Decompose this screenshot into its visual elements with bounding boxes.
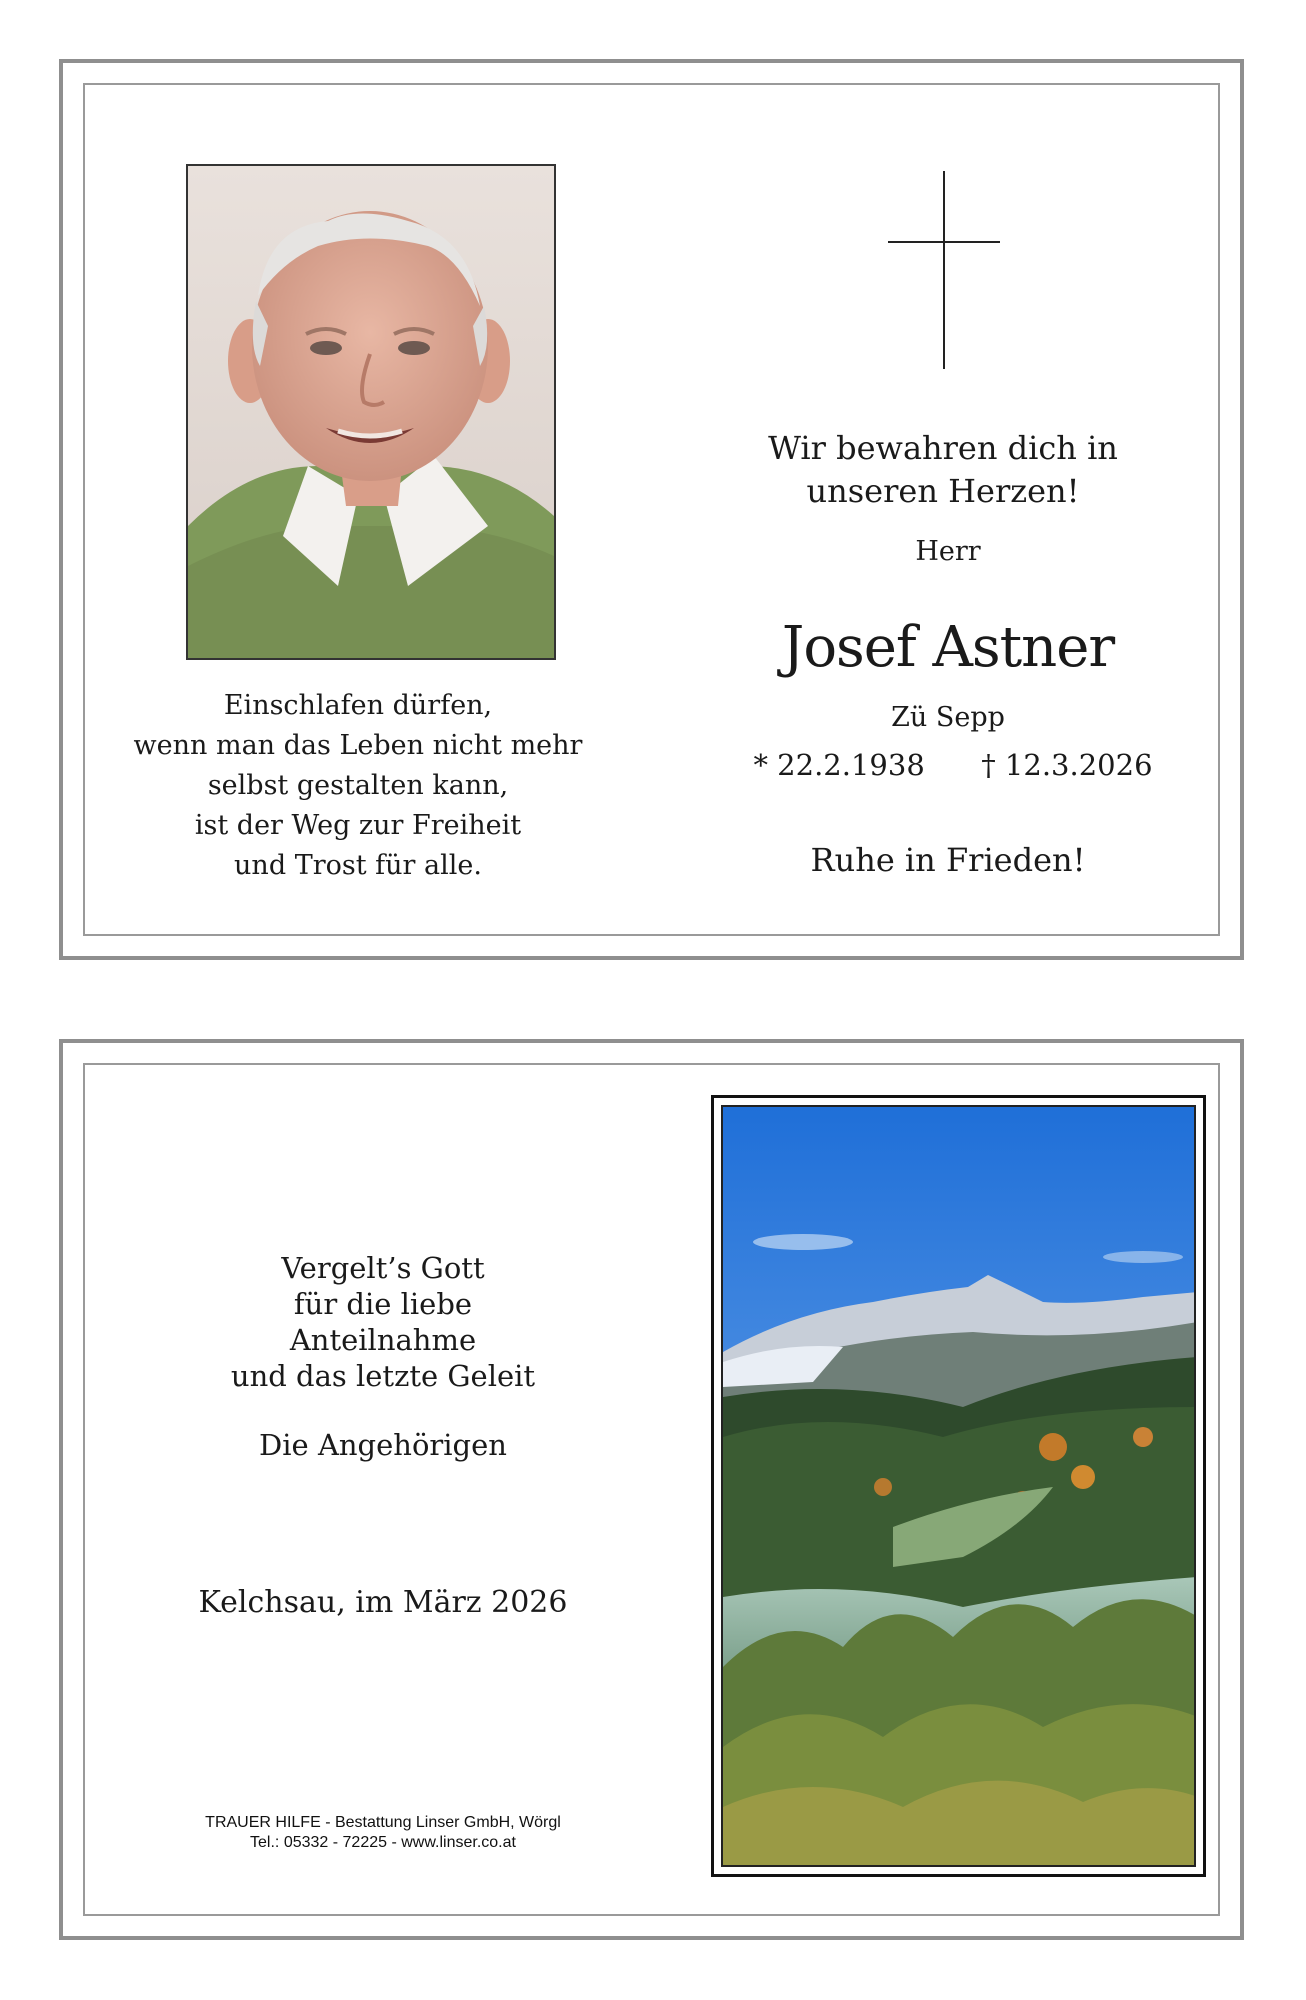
undertaker-info — [163, 1813, 603, 1853]
deceased-name: Josef Astner — [781, 615, 1115, 680]
nickname: Zü Sepp — [891, 702, 1005, 733]
landscape-photo-frame — [711, 1095, 1206, 1877]
cross-icon — [888, 171, 1000, 369]
undertaker-line: TRAUER HILFE - Bestattung Linser GmbH, Wörgl — [205, 1814, 561, 1831]
card-front — [59, 59, 1244, 960]
thanks-line: Vergelt’s Gott — [281, 1251, 485, 1285]
card-back — [59, 1039, 1244, 1940]
landscape-image — [723, 1107, 1196, 1867]
motto-line: Wir bewahren dich in — [768, 429, 1118, 467]
salutation: Herr — [915, 536, 981, 567]
family-signature: Die Angehörigen — [259, 1428, 507, 1462]
quote-line: ist der Weg zur Freiheit — [194, 810, 522, 841]
place-date: Kelchsau, im März 2026 — [198, 1585, 568, 1620]
memorial-quote — [123, 686, 593, 886]
life-dates — [723, 748, 1183, 782]
closing-words: Ruhe in Frieden! — [810, 841, 1086, 879]
thanks-line: und das letzte Geleit — [230, 1359, 536, 1393]
portrait-photo — [186, 164, 556, 660]
thanks-line: für die liebe Anteilnahme — [289, 1287, 477, 1357]
quote-line: und Trost für alle. — [234, 850, 482, 881]
thanks-text — [203, 1250, 563, 1394]
motto — [703, 427, 1183, 513]
motto-line: unseren Herzen! — [806, 472, 1080, 510]
landscape-photo — [721, 1105, 1196, 1867]
quote-line: Einschlafen dürfen, — [223, 690, 493, 721]
quote-line: wenn man das Leben nicht mehr — [133, 730, 583, 761]
death-date: † 12.3.2026 — [981, 748, 1153, 782]
quote-line: selbst gestalten kann, — [207, 770, 509, 801]
portrait-image — [188, 166, 554, 658]
birth-date: * 22.2.1938 — [753, 748, 925, 782]
undertaker-line: Tel.: 05332 - 72225 - www.linser.co.at — [250, 1834, 516, 1851]
